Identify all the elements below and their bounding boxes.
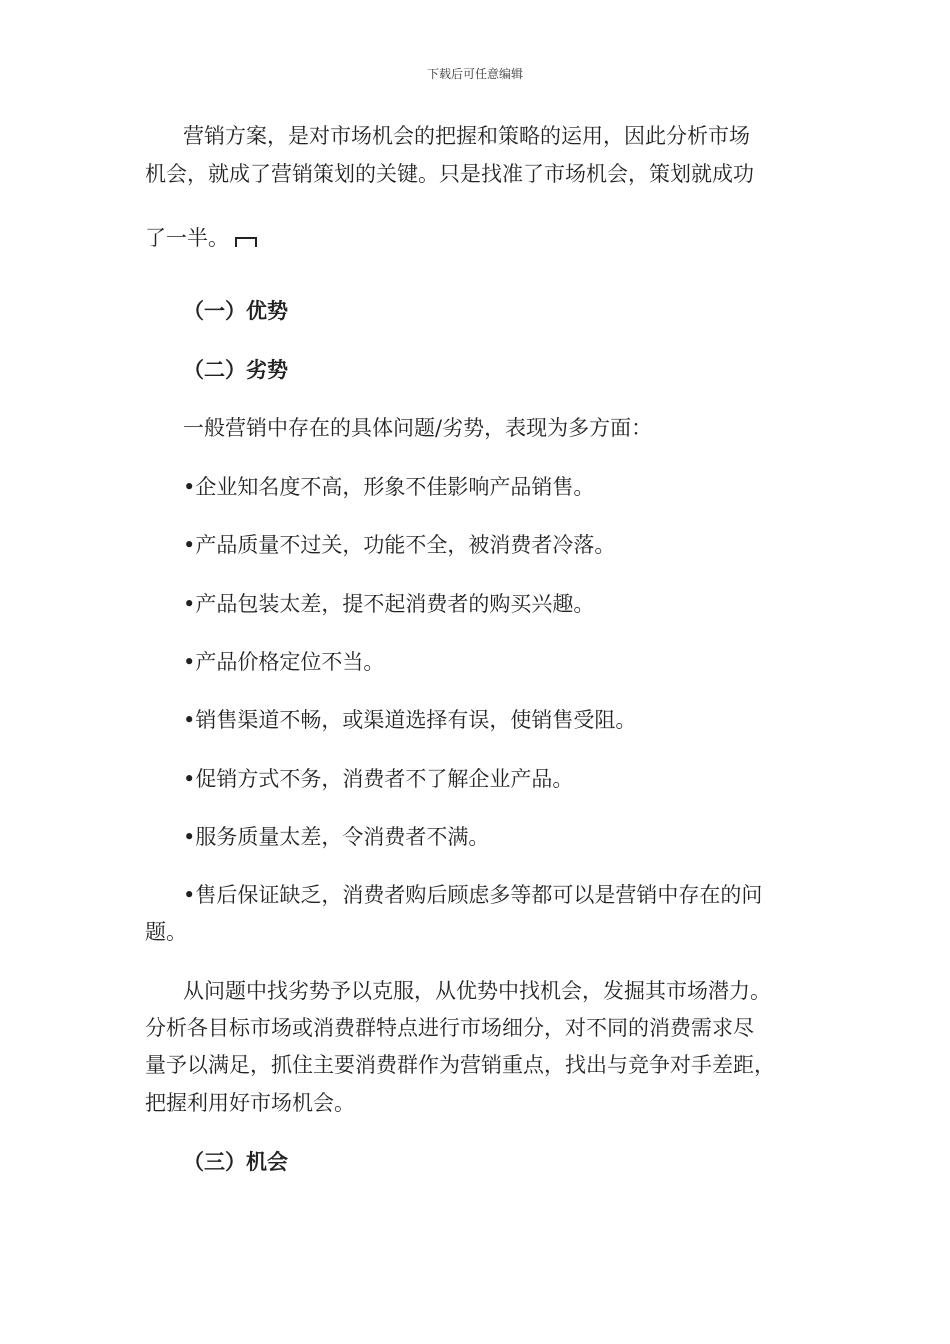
analysis-line-3: 量予以满足，抓住主要消费群作为营销重点，找出与竞争对手差距， <box>145 1053 775 1077</box>
heading-disadvantage: （二）劣势 <box>183 358 288 382</box>
list-item: •企业知名度不高，形象不佳影响产品销售。 <box>183 475 595 499</box>
bracket-mark-icon <box>235 237 257 247</box>
intro-line-1: 营销方案，是对市场机会的把握和策略的运用，因此分析市场 <box>183 124 750 148</box>
list-item: •销售渠道不畅，或渠道选择有误，使销售受阻。 <box>183 708 637 732</box>
list-item: •产品价格定位不当。 <box>183 650 385 674</box>
intro-line-3-text: 了一半。 <box>145 226 229 250</box>
list-item: •产品质量不过关，功能不全，被消费者冷落。 <box>183 533 616 557</box>
intro-line-3 <box>145 223 257 253</box>
list-item: •产品包装太差，提不起消费者的购买兴趣。 <box>183 592 595 616</box>
list-item-last-line-2: 题。 <box>145 920 187 944</box>
heading-opportunity: （三）机会 <box>183 1150 288 1174</box>
list-item: •促销方式不务，消费者不了解企业产品。 <box>183 767 574 791</box>
analysis-line-4: 把握利用好市场机会。 <box>145 1091 355 1115</box>
heading-advantage: （一）优势 <box>183 299 288 323</box>
header-note: 下载后可任意编辑 <box>426 67 523 81</box>
intro-line-2: 机会，就成了营销策划的关键。只是找准了市场机会，策划就成功 <box>145 162 754 186</box>
list-item: •服务质量太差，令消费者不满。 <box>183 825 490 849</box>
list-item-last-line-1: •售后保证缺乏，消费者购后顾虑多等都可以是营销中存在的问 <box>183 883 763 907</box>
disadvantage-intro: 一般营销中存在的具体问题/劣势，表现为多方面： <box>183 416 653 440</box>
analysis-line-1: 从问题中找劣势予以克服，从优势中找机会，发掘其市场潜力。 <box>183 979 771 1003</box>
analysis-line-2: 分析各目标市场或消费群特点进行市场细分，对不同的消费需求尽 <box>145 1016 754 1040</box>
